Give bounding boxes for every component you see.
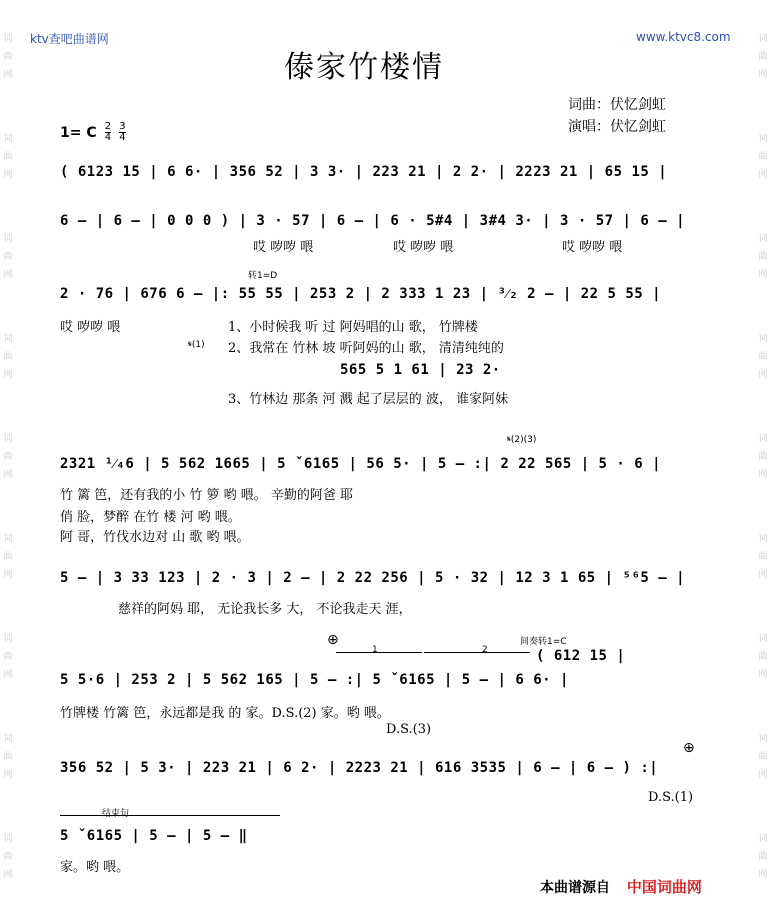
watermark-left-2: 词 曲 网 (3, 134, 13, 180)
lyric-verse-3: 3、竹林边 那条 河 溅 起了层层的 波， 谁家阿妹 (228, 392, 509, 407)
watermark-left-7: 词 曲 网 (3, 634, 13, 680)
time-signature-1: $\frac{2}{4}$ (104, 121, 112, 143)
coda-sign-1: ⊕ (327, 632, 339, 648)
score-row-1: ( 6123 15 | 6 6· | 356 52 | 3 3· | 223 21 | 2 2· | 2223 21 | 65 15 | (60, 164, 668, 180)
lyric-row-4b: 俏 脸，梦醉 在竹 楼 河 哟 喂。 (60, 510, 241, 525)
ending-bracket-line (60, 815, 280, 816)
time-signature-2: $\frac{3}{4}$ (119, 121, 126, 143)
alt-notes-row-3: 565 5 1 61 | 23 2· (340, 362, 501, 378)
key-label: 1= C (60, 125, 97, 141)
source-site[interactable]: 中国词曲网 (626, 878, 702, 896)
coda-sign-2: ⊕ (683, 740, 695, 756)
lyric-row-4c: 阿 哥，竹伐水边对 山 歌 哟 喂。 (60, 530, 250, 545)
site-link-left[interactable]: ktv查吧曲谱网 (30, 32, 109, 46)
ending-label: 结束句 (102, 809, 130, 819)
source-label: 本曲谱源自 (540, 880, 610, 896)
volta-label-1: 1 (372, 645, 378, 655)
score-row-4: 2321 ¹⁄₄6 | 5 562 1665 | 5 ˇ6165 | 56 5· | 5 – :| 2 22 565 | 5 · 6 | (60, 456, 662, 472)
watermark-left-4: 词 曲 网 (3, 334, 13, 380)
watermark-right-1: 词 曲 网 (758, 34, 768, 80)
lyric-row-5: 慈祥的阿妈 耶， 无论我长多 大， 不论我走天 涯， (118, 602, 412, 617)
watermark-right-5: 词 曲 网 (758, 434, 768, 480)
score-row-5: 5 – | 3 33 123 | 2 · 3 | 2 – | 2 22 256 | 5 · 32 | 12 3 1 65 | ⁵⁶5 – | (60, 570, 686, 586)
lyric-row-8: 家。哟 喂。 (60, 860, 130, 875)
watermark-left-5: 词 曲 网 (3, 434, 13, 480)
interlude-modulation-mark: 间奏转1=C (520, 637, 567, 647)
lyric-row-2a: 哎 哕哕 喂 (253, 240, 314, 255)
lyric-row-2c: 哎 哕哕 喂 (562, 240, 623, 255)
lyric-row-6a: 竹牌楼 竹篱 笆，永远都是我 的 家。D.S.(2) 家。哟 喂。 (60, 706, 390, 721)
volta-label-2: 2 (482, 645, 488, 655)
watermark-right-7: 词 曲 网 (758, 634, 768, 680)
score-row-8: 5 ˇ6165 | 5 – | 5 – ‖ (60, 828, 248, 844)
key-signature (60, 122, 126, 143)
watermark-left-3: 词 曲 网 (3, 234, 13, 280)
score-row-2: 6 – | 6 – | 0 0 0 ) | 3 · 57 | 6 – | 6 · 5#4 | 3#4 3· | 3 · 57 | 6 – | (60, 213, 686, 229)
lyric-verse-2: 2、我常在 竹林 坡 听阿妈的山 歌， 清清纯纯的 (228, 341, 504, 356)
modulation-mark-d: 转1=D (248, 271, 278, 281)
watermark-right-4: 词 曲 网 (758, 334, 768, 380)
watermark-right-3: 词 曲 网 (758, 234, 768, 280)
source-credit (540, 876, 702, 897)
watermark-left-8: 词 曲 网 (3, 734, 13, 780)
volta-line-1 (336, 652, 422, 653)
watermark-right-9: 词 曲 网 (758, 834, 768, 880)
song-title: 傣家竹楼情 (284, 50, 444, 85)
watermark-right-2: 词 曲 网 (758, 134, 768, 180)
segno-2-3-mark: 𝄋(2)(3) (507, 435, 537, 445)
watermark-right-8: 词 曲 网 (758, 734, 768, 780)
score-row-7: 356 52 | 5 3· | 223 21 | 6 2· | 2223 21 | 616 3535 | 6 – | 6 – ) :| (60, 760, 659, 776)
lyric-row-6b: D.S.(3) (386, 722, 432, 737)
watermark-right-6: 词 曲 网 (758, 534, 768, 580)
watermark-left-1: 词 曲 网 (3, 34, 13, 80)
lyric-row-4a: 竹 篱 笆，还有我的小 竹 箩 哟 喂。 辛勤的阿爸 耶 (60, 488, 354, 503)
watermark-left-6: 词 曲 网 (3, 534, 13, 580)
lyric-row-2b: 哎 哕哕 喂 (393, 240, 454, 255)
volta-line-2 (424, 652, 530, 653)
site-link-right[interactable]: www.ktvc8.com (636, 30, 731, 44)
credit-singer: 演唱：伏忆剑虹 (568, 119, 666, 135)
ds-1-mark: D.S.(1) (648, 790, 694, 805)
segno-1-mark: 𝄋(1) (188, 340, 205, 350)
score-row-6: 5 5·6 | 253 2 | 5 562 165 | 5 – :| 5 ˇ6165 | 5 – | 6 6· | (60, 672, 569, 688)
lyric-row-3-intro: 哎 哕哕 喂 (60, 320, 121, 335)
alt-notes-row-6: ( 612 15 | (536, 648, 626, 664)
lyric-verse-1: 1、小时候我 听 过 阿妈唱的山 歌， 竹牌楼 (228, 320, 478, 335)
credit-lyrics-music: 词曲：伏忆剑虹 (568, 97, 666, 113)
watermark-left-9: 词 曲 网 (3, 834, 13, 880)
score-row-3: 2 · 76 | 676 6 – |: 55 55 | 253 2 | 2 333 1 23 | ³⁄₂ 2 – | 22 5 55 | (60, 286, 662, 302)
